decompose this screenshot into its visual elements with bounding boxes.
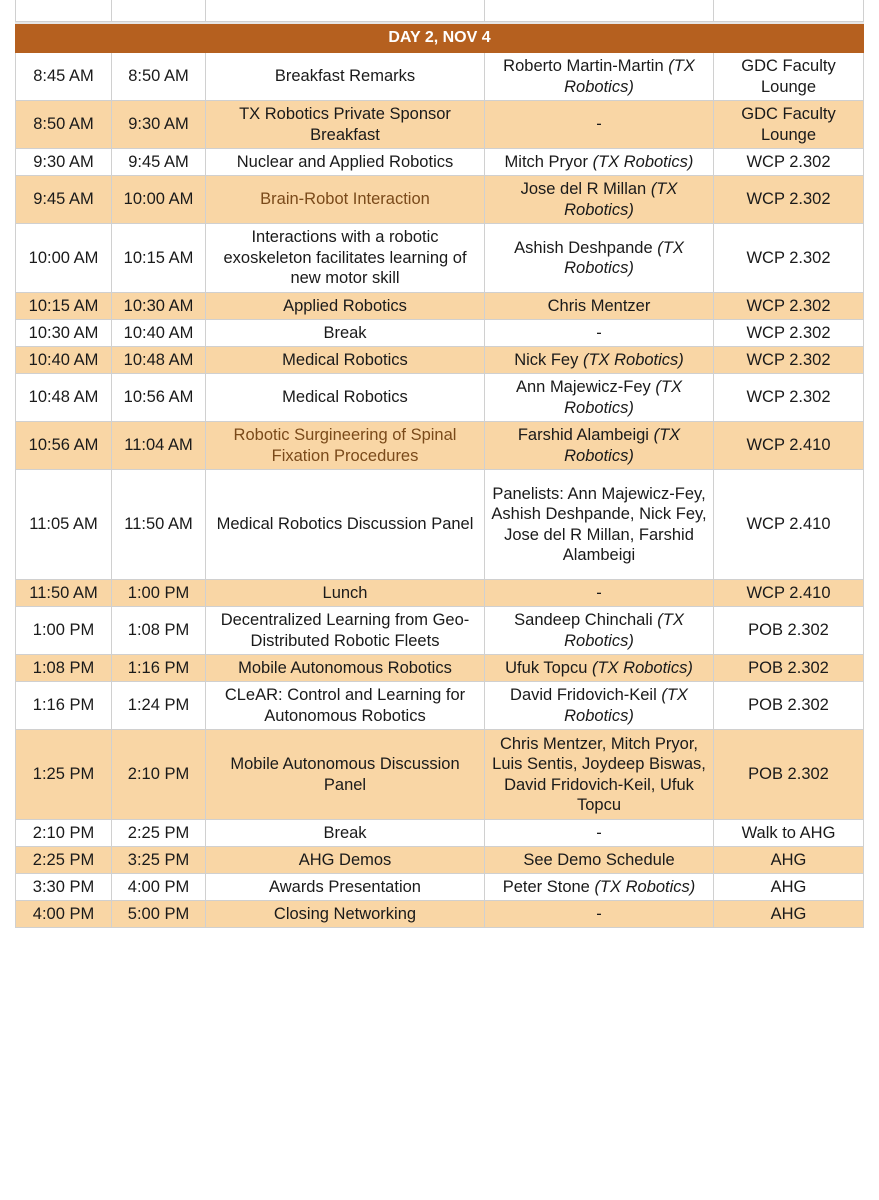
speaker-name: Chris Mentzer, Mitch Pryor, Luis Sentis, Joydeep Biswas, David Fridovich-Keil, Ufuk Topcu — [492, 734, 706, 814]
schedule-row — [16, 293, 864, 320]
stub-cell — [112, 0, 206, 22]
start-time: 10:48 AM — [16, 374, 112, 422]
schedule-table — [15, 0, 864, 928]
speaker-affiliation: (TX Robotics) — [564, 180, 678, 219]
speaker-name: Farshid Alambeigi — [517, 426, 649, 444]
schedule-row — [16, 53, 864, 101]
schedule-row — [16, 901, 864, 928]
speaker-cell — [485, 901, 714, 928]
location: GDC Faculty Lounge — [714, 53, 864, 101]
speaker-cell — [485, 730, 714, 820]
location: POB 2.302 — [714, 607, 864, 655]
start-time: 10:30 AM — [16, 320, 112, 347]
speaker-name: - — [596, 583, 602, 602]
session-title: Break — [206, 820, 485, 847]
speaker-name: Panelists: Ann Majewicz-Fey, Ashish Deshpande, Nick Fey, Jose del R Millan, Farshid Alambeigi — [491, 484, 707, 564]
speaker-affiliation: (TX Robotics) — [564, 57, 695, 96]
start-time: 11:50 AM — [16, 580, 112, 607]
speaker-name: Mitch Pryor — [504, 152, 588, 171]
location: WCP 2.302 — [714, 293, 864, 320]
location: WCP 2.302 — [714, 176, 864, 224]
start-time: 1:00 PM — [16, 607, 112, 655]
location: GDC Faculty Lounge — [714, 101, 864, 149]
location: Walk to AHG — [714, 820, 864, 847]
speaker-cell — [485, 470, 714, 580]
end-time: 3:25 PM — [112, 847, 206, 874]
end-time: 10:56 AM — [112, 374, 206, 422]
speaker-name: See Demo Schedule — [523, 850, 675, 869]
end-time: 10:48 AM — [112, 347, 206, 374]
speaker-affiliation: (TX Robotics) — [564, 426, 681, 465]
location: POB 2.302 — [714, 655, 864, 682]
speaker-cell — [485, 607, 714, 655]
location: WCP 2.302 — [714, 149, 864, 176]
session-title: Closing Networking — [206, 901, 485, 928]
speaker-cell — [485, 176, 714, 224]
session-title: Robotic Surgineering of Spinal Fixation Procedures — [206, 422, 485, 470]
end-time: 5:00 PM — [112, 901, 206, 928]
session-title: Awards Presentation — [206, 874, 485, 901]
end-time: 8:50 AM — [112, 53, 206, 101]
speaker-name: Ufuk Topcu — [505, 658, 588, 677]
location: POB 2.302 — [714, 730, 864, 820]
speaker-affiliation: (TX Robotics) — [564, 378, 682, 417]
session-title: Applied Robotics — [206, 293, 485, 320]
end-time: 10:30 AM — [112, 293, 206, 320]
start-time: 10:00 AM — [16, 224, 112, 293]
location: WCP 2.410 — [714, 470, 864, 580]
start-time: 1:08 PM — [16, 655, 112, 682]
start-time: 11:05 AM — [16, 470, 112, 580]
start-time: 4:00 PM — [16, 901, 112, 928]
speaker-name: - — [596, 823, 602, 842]
speaker-cell — [485, 347, 714, 374]
schedule-row — [16, 176, 864, 224]
end-time: 9:45 AM — [112, 149, 206, 176]
speaker-cell — [485, 682, 714, 730]
schedule-row — [16, 655, 864, 682]
speaker-cell — [485, 101, 714, 149]
schedule-row — [16, 470, 864, 580]
start-time: 2:10 PM — [16, 820, 112, 847]
speaker-affiliation: (TX Robotics) — [582, 350, 684, 369]
speaker-cell — [485, 422, 714, 470]
schedule-row — [16, 820, 864, 847]
schedule-row — [16, 580, 864, 607]
start-time: 10:40 AM — [16, 347, 112, 374]
schedule-row — [16, 682, 864, 730]
end-time: 11:04 AM — [112, 422, 206, 470]
speaker-cell — [485, 320, 714, 347]
location: WCP 2.410 — [714, 422, 864, 470]
end-time: 4:00 PM — [112, 874, 206, 901]
end-time: 11:50 AM — [112, 470, 206, 580]
location: WCP 2.302 — [714, 320, 864, 347]
location: WCP 2.302 — [714, 347, 864, 374]
location: WCP 2.302 — [714, 224, 864, 293]
schedule-row — [16, 874, 864, 901]
speaker-name: Roberto Martin-Martin — [503, 57, 664, 75]
speaker-cell — [485, 655, 714, 682]
session-title: Break — [206, 320, 485, 347]
schedule-row — [16, 422, 864, 470]
schedule-row — [16, 730, 864, 820]
speaker-name: - — [596, 904, 602, 923]
start-time: 3:30 PM — [16, 874, 112, 901]
session-title: Lunch — [206, 580, 485, 607]
session-title: Interactions with a robotic exoskeleton facilitates learning of new motor skill — [206, 224, 485, 293]
speaker-name: Jose del R Millan — [520, 180, 647, 198]
speaker-affiliation: (TX Robotics) — [564, 238, 684, 277]
start-time: 9:45 AM — [16, 176, 112, 224]
speaker-name: Peter Stone — [502, 877, 590, 896]
end-time: 10:40 AM — [112, 320, 206, 347]
end-time: 2:10 PM — [112, 730, 206, 820]
session-title: TX Robotics Private Sponsor Breakfast — [206, 101, 485, 149]
speaker-name: - — [596, 115, 602, 134]
schedule-row — [16, 607, 864, 655]
location: AHG — [714, 901, 864, 928]
day-header: DAY 2, NOV 4 — [16, 24, 864, 53]
start-time: 10:15 AM — [16, 293, 112, 320]
speaker-cell — [485, 820, 714, 847]
speaker-cell — [485, 293, 714, 320]
end-time: 9:30 AM — [112, 101, 206, 149]
speaker-name: Nick Fey — [514, 350, 579, 369]
previous-section-stub — [16, 0, 864, 22]
session-title: Brain-Robot Interaction — [206, 176, 485, 224]
session-title: Medical Robotics Discussion Panel — [206, 470, 485, 580]
speaker-cell — [485, 580, 714, 607]
schedule-row — [16, 347, 864, 374]
schedule-sheet — [15, 0, 863, 928]
speaker-cell — [485, 847, 714, 874]
schedule-row — [16, 320, 864, 347]
speaker-affiliation: (TX Robotics) — [564, 686, 688, 725]
end-time: 1:16 PM — [112, 655, 206, 682]
location: POB 2.302 — [714, 682, 864, 730]
day-header-row — [16, 24, 864, 53]
session-title: Mobile Autonomous Discussion Panel — [206, 730, 485, 820]
end-time: 1:00 PM — [112, 580, 206, 607]
session-title: Breakfast Remarks — [206, 53, 485, 101]
speaker-name: Sandeep Chinchali — [514, 611, 653, 629]
end-time: 10:15 AM — [112, 224, 206, 293]
end-time: 1:24 PM — [112, 682, 206, 730]
session-title: Mobile Autonomous Robotics — [206, 655, 485, 682]
session-title: Decentralized Learning from Geo-Distributed Robotic Fleets — [206, 607, 485, 655]
speaker-affiliation: (TX Robotics) — [591, 658, 693, 677]
speaker-name: Ann Majewicz-Fey — [516, 378, 651, 396]
schedule-row — [16, 224, 864, 293]
start-time: 8:50 AM — [16, 101, 112, 149]
schedule-row — [16, 101, 864, 149]
location: WCP 2.410 — [714, 580, 864, 607]
session-title: CLeAR: Control and Learning for Autonomous Robotics — [206, 682, 485, 730]
start-time: 2:25 PM — [16, 847, 112, 874]
end-time: 1:08 PM — [112, 607, 206, 655]
speaker-cell — [485, 149, 714, 176]
speaker-name: Ashish Deshpande — [514, 238, 653, 257]
start-time: 1:16 PM — [16, 682, 112, 730]
stub-cell — [206, 0, 485, 22]
speaker-cell — [485, 374, 714, 422]
start-time: 9:30 AM — [16, 149, 112, 176]
stub-cell — [485, 0, 714, 22]
speaker-name: Chris Mentzer — [547, 296, 651, 315]
stub-cell — [714, 0, 864, 22]
location: AHG — [714, 874, 864, 901]
speaker-cell — [485, 53, 714, 101]
session-title: AHG Demos — [206, 847, 485, 874]
schedule-row — [16, 149, 864, 176]
start-time: 8:45 AM — [16, 53, 112, 101]
end-time: 10:00 AM — [112, 176, 206, 224]
end-time: 2:25 PM — [112, 820, 206, 847]
session-title: Medical Robotics — [206, 347, 485, 374]
schedule-row — [16, 847, 864, 874]
stub-cell — [16, 0, 112, 22]
session-title: Medical Robotics — [206, 374, 485, 422]
speaker-name: - — [596, 323, 602, 342]
session-title: Nuclear and Applied Robotics — [206, 149, 485, 176]
start-time: 1:25 PM — [16, 730, 112, 820]
location: AHG — [714, 847, 864, 874]
speaker-affiliation: (TX Robotics) — [594, 877, 696, 896]
speaker-cell — [485, 224, 714, 293]
schedule-row — [16, 374, 864, 422]
speaker-affiliation: (TX Robotics) — [592, 152, 694, 171]
speaker-cell — [485, 874, 714, 901]
speaker-affiliation: (TX Robotics) — [564, 611, 684, 650]
location: WCP 2.302 — [714, 374, 864, 422]
start-time: 10:56 AM — [16, 422, 112, 470]
speaker-name: David Fridovich-Keil — [510, 686, 657, 704]
